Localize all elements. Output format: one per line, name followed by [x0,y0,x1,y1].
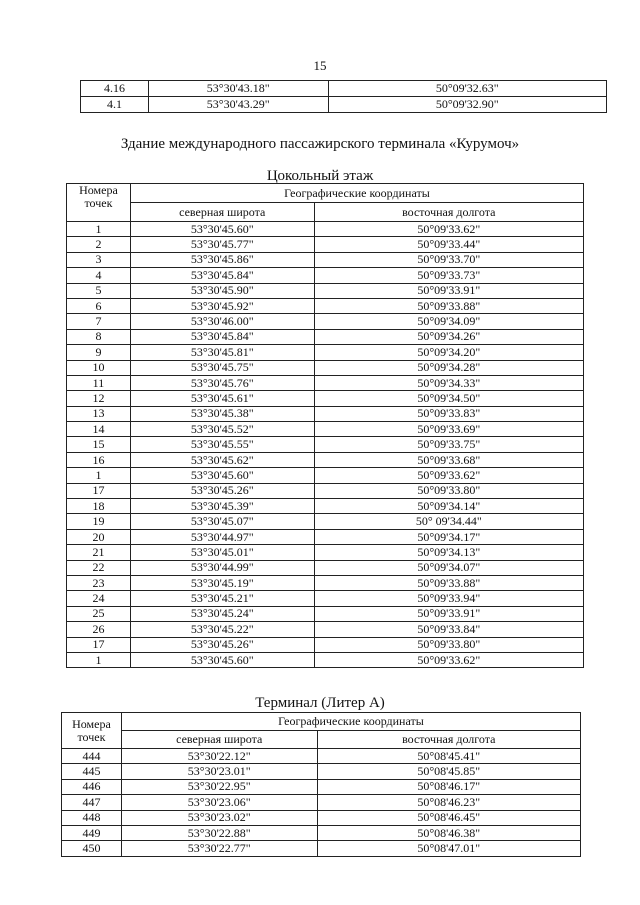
terminal-table-body [62,749,581,857]
latitude-cell: 53°30'45.81" [130,345,314,360]
longitude-cell: 50°09'33.44" [314,237,583,252]
column-header-latitude: северная широта [130,203,314,222]
latitude-cell: 53°30'23.06" [121,795,317,810]
terminal-coordinates-table [61,712,581,857]
table-row [67,222,584,237]
latitude-cell: 53°30'45.60" [130,652,314,667]
latitude-cell: 53°30'43.18" [148,81,328,97]
point-number-cell: 13 [67,406,131,421]
latitude-cell: 53°30'23.01" [121,764,317,779]
longitude-cell: 50°09'34.07" [314,560,583,575]
latitude-cell: 53°30'45.61" [130,391,314,406]
latitude-cell: 53°30'45.07" [130,514,314,529]
point-number-cell: 19 [67,514,131,529]
point-number-cell: 4.1 [81,97,149,113]
longitude-cell: 50°09'33.62" [314,652,583,667]
point-number-cell: 4 [67,268,131,283]
latitude-cell: 53°30'45.90" [130,283,314,298]
longitude-cell: 50°09'34.50" [314,391,583,406]
table-row [67,422,584,437]
point-number-cell: 11 [67,375,131,390]
longitude-cell: 50°09'34.09" [314,314,583,329]
latitude-cell: 53°30'45.38" [130,406,314,421]
table-row [67,483,584,498]
table-row [67,437,584,452]
latitude-cell: 53°30'46.00" [130,314,314,329]
table-row [67,345,584,360]
point-number-cell: 25 [67,606,131,621]
longitude-cell: 50°09'33.80" [314,483,583,498]
longitude-cell: 50°09'34.17" [314,529,583,544]
longitude-cell: 50°08'46.45" [317,810,580,825]
point-number-cell: 444 [62,749,122,764]
longitude-cell: 50°08'47.01" [317,841,580,856]
longitude-cell: 50°09'33.80" [314,637,583,652]
table-row [67,575,584,590]
column-header-geo: Географические координаты [130,184,583,203]
latitude-cell: 53°30'45.19" [130,575,314,590]
point-number-cell: 445 [62,764,122,779]
table-row [67,375,584,390]
longitude-cell: 50°09'34.13" [314,545,583,560]
table-row [62,779,581,794]
latitude-cell: 53°30'44.97" [130,529,314,544]
longitude-cell: 50°09'33.94" [314,591,583,606]
point-number-cell: 12 [67,391,131,406]
table-row [67,314,584,329]
latitude-cell: 53°30'45.76" [130,375,314,390]
point-number-cell: 5 [67,283,131,298]
table-row [67,545,584,560]
table-row [67,360,584,375]
point-number-cell: 20 [67,529,131,544]
table-row [67,237,584,252]
table-row [62,749,581,764]
column-header-geo: Географические координаты [121,713,580,731]
table-row [67,329,584,344]
point-number-cell: 22 [67,560,131,575]
latitude-cell: 53°30'45.26" [130,637,314,652]
latitude-cell: 53°30'45.84" [130,268,314,283]
longitude-cell: 50°09'33.88" [314,575,583,590]
longitude-cell: 50°09'34.20" [314,345,583,360]
longitude-cell: 50°09'33.68" [314,452,583,467]
table-row [62,841,581,856]
table-row [81,97,607,113]
latitude-cell: 53°30'22.88" [121,825,317,840]
longitude-cell: 50°09'34.28" [314,360,583,375]
table-row [62,795,581,810]
point-number-cell: 7 [67,314,131,329]
table-row [67,468,584,483]
longitude-cell: 50°09'34.26" [314,329,583,344]
point-number-cell: 1 [67,222,131,237]
latitude-cell: 53°30'45.21" [130,591,314,606]
longitude-cell: 50°08'46.17" [317,779,580,794]
latitude-cell: 53°30'45.22" [130,622,314,637]
point-number-cell: 17 [67,637,131,652]
latitude-cell: 53°30'45.26" [130,483,314,498]
point-number-cell: 2 [67,237,131,252]
table-row [67,560,584,575]
column-header-longitude: восточная долгота [317,731,580,749]
longitude-cell: 50°09'33.62" [314,468,583,483]
latitude-cell: 53°30'43.29" [148,97,328,113]
latitude-cell: 53°30'45.86" [130,252,314,267]
building-title: Здание международного пассажирского терминала «Курумоч» [120,136,520,152]
latitude-cell: 53°30'45.55" [130,437,314,452]
column-header-number: Номера точек [62,713,122,749]
continued-table-body [81,81,607,113]
table-row [67,606,584,621]
longitude-cell: 50°09'33.75" [314,437,583,452]
latitude-cell: 53°30'44.99" [130,560,314,575]
column-header-longitude: восточная долгота [314,203,583,222]
point-number-cell: 8 [67,329,131,344]
latitude-cell: 53°30'23.02" [121,810,317,825]
table-row [67,622,584,637]
latitude-cell: 53°30'45.77" [130,237,314,252]
table-row [67,652,584,667]
table-row [81,81,607,97]
table-row [67,529,584,544]
longitude-cell: 50°09'33.91" [314,606,583,621]
latitude-cell: 53°30'45.01" [130,545,314,560]
table-row [67,514,584,529]
table-row [67,268,584,283]
table-row [67,406,584,421]
longitude-cell: 50°09'33.73" [314,268,583,283]
longitude-cell: 50°09'33.62" [314,222,583,237]
point-number-cell: 15 [67,437,131,452]
latitude-cell: 53°30'45.60" [130,468,314,483]
point-number-cell: 17 [67,483,131,498]
column-header-number: Номера точек [67,184,131,222]
point-number-cell: 16 [67,452,131,467]
table-row [67,391,584,406]
longitude-cell: 50°09'33.83" [314,406,583,421]
plinth-table-body [67,222,584,668]
point-number-cell: 18 [67,499,131,514]
table-row [67,591,584,606]
longitude-cell: 50°09'33.91" [314,283,583,298]
longitude-cell: 50°09'33.69" [314,422,583,437]
longitude-cell: 50°09'33.70" [314,252,583,267]
longitude-cell: 50°09'34.14" [314,499,583,514]
point-number-cell: 23 [67,575,131,590]
longitude-cell: 50°09'34.33" [314,375,583,390]
point-number-cell: 21 [67,545,131,560]
table-row [67,252,584,267]
longitude-cell: 50°08'46.23" [317,795,580,810]
point-number-cell: 1 [67,652,131,667]
table-row [67,637,584,652]
longitude-cell: 50°08'46.38" [317,825,580,840]
longitude-cell: 50°09'32.63" [328,81,606,97]
point-number-cell: 14 [67,422,131,437]
latitude-cell: 53°30'45.60" [130,222,314,237]
point-number-cell: 4.16 [81,81,149,97]
latitude-cell: 53°30'22.95" [121,779,317,794]
table-row [67,298,584,313]
point-number-cell: 24 [67,591,131,606]
point-number-cell: 9 [67,345,131,360]
latitude-cell: 53°30'45.24" [130,606,314,621]
point-number-cell: 3 [67,252,131,267]
longitude-cell: 50°09'33.88" [314,298,583,313]
latitude-cell: 53°30'22.77" [121,841,317,856]
table-row [67,283,584,298]
point-number-cell: 448 [62,810,122,825]
table-row [62,810,581,825]
column-header-latitude: северная широта [121,731,317,749]
longitude-cell: 50° 09'34.44" [314,514,583,529]
table-row [62,825,581,840]
longitude-cell: 50°08'45.85" [317,764,580,779]
table-row [67,499,584,514]
latitude-cell: 53°30'45.92" [130,298,314,313]
point-number-cell: 447 [62,795,122,810]
page-number: 15 [313,58,327,73]
longitude-cell: 50°08'45.41" [317,749,580,764]
latitude-cell: 53°30'22.12" [121,749,317,764]
point-number-cell: 449 [62,825,122,840]
latitude-cell: 53°30'45.84" [130,329,314,344]
plinth-coordinates-table [66,183,584,668]
table-row [62,764,581,779]
point-number-cell: 1 [67,468,131,483]
latitude-cell: 53°30'45.52" [130,422,314,437]
point-number-cell: 6 [67,298,131,313]
latitude-cell: 53°30'45.62" [130,452,314,467]
point-number-cell: 26 [67,622,131,637]
point-number-cell: 450 [62,841,122,856]
longitude-cell: 50°09'33.84" [314,622,583,637]
point-number-cell: 10 [67,360,131,375]
plinth-title: Цокольный этаж [266,168,374,184]
terminal-title: Терминал (Литер А) [255,695,385,711]
table-row [67,452,584,467]
latitude-cell: 53°30'45.75" [130,360,314,375]
longitude-cell: 50°09'32.90" [328,97,606,113]
point-number-cell: 446 [62,779,122,794]
latitude-cell: 53°30'45.39" [130,499,314,514]
continued-coordinates-table [80,80,607,113]
